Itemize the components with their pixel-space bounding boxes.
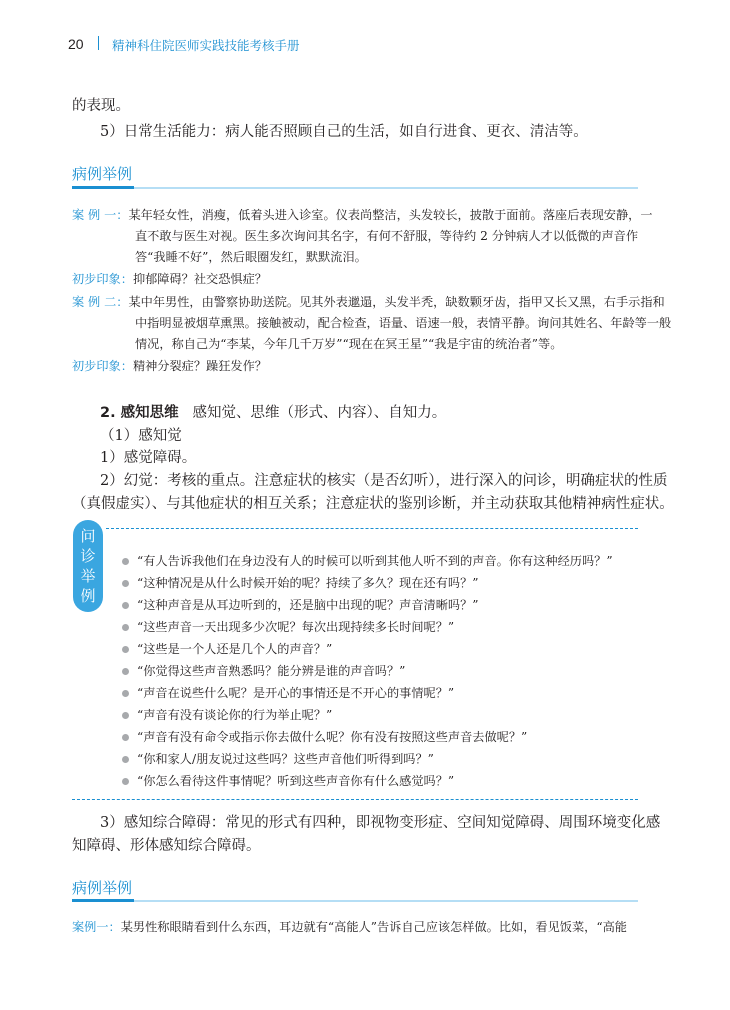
inquiry-question: “这些声音一天出现多少次呢？每次出现持续多长时间呢？” (122, 618, 454, 636)
bullet-icon (122, 778, 129, 785)
heading-rule (134, 900, 638, 902)
case1-impression: 初步印象：抑郁障碍？社交恐惧症？ (72, 272, 267, 286)
case2-label: 案 例 二： (72, 295, 129, 309)
book-title: 精神科住院医师实践技能考核手册 (112, 38, 300, 53)
page-number: 20 (68, 36, 84, 52)
inquiry-question: “你觉得这些声音熟悉吗？能分辨是谁的声音吗？” (122, 662, 405, 680)
inquiry-question: “你和家人/朋友说过这些吗？这些声音他们听得到吗？” (122, 750, 434, 768)
bullet-icon (122, 624, 129, 631)
perception-subheading: （1）感知觉 (100, 428, 182, 444)
intro-line-2: 5）日常生活能力：病人能否照顾自己的生活，如自行进食、更衣、清洁等。 (100, 124, 588, 140)
case-examples-heading: 病例举例 (72, 879, 133, 897)
case2-line-3: 情况，称自己为“李某，今年几千万岁”“现在在冥王星”“我是宇宙的统治者”等。 (135, 337, 563, 351)
inquiry-question: “声音在说些什么呢？是开心的事情还是不开心的事情呢？” (122, 684, 454, 702)
inquiry-question: “声音有没有命令或指示你去做什么呢？你有没有按照这些声音去做呢？” (122, 728, 527, 746)
inquiry-example-tab: 问 诊 举 例 (73, 520, 103, 612)
bullet-icon (122, 580, 129, 587)
inquiry-bottom-divider (72, 799, 638, 800)
synthesis-disorder-line-1: 3）感知综合障碍：常见的形式有四种，即视物变形症、空间知觉障碍、周围环境变化感 (100, 815, 661, 831)
heading-underline (72, 899, 134, 902)
hallucination-line-1: 2）幻觉：考核的重点。注意症状的核实（是否幻听），进行深入的问诊，明确症状的性质 (100, 473, 668, 489)
inquiry-question: “这种声音是从耳边听到的，还是脑中出现的呢？声音清晰吗？” (122, 596, 479, 614)
bullet-icon (122, 668, 129, 675)
sensory-disorder-item: 1）感觉障碍。 (100, 450, 197, 466)
perception-thinking-title: 2. 感知思维 感知觉、思维（形式、内容）、自知力。 (100, 405, 447, 421)
case2-impression: 初步印象：精神分裂症？躁狂发作？ (72, 359, 267, 373)
case1-line-2: 直不敢与医生对视。医生多次询问其名字，有何不舒服，等待约 2 分钟病人才以低微的声音作 (135, 229, 639, 243)
inquiry-top-divider (106, 528, 638, 529)
inquiry-question: “有人告诉我他们在身边没有人的时候可以听到其他人听不到的声音。你有这种经历吗？” (122, 552, 613, 570)
case1-label: 案例一： (72, 920, 121, 934)
case2-line-1: 案 例 二：某中年男性，由警察协助送院。见其外表邋遢，头发半秃，缺数颗牙齿，指甲又长又黑，右手示指和 (72, 295, 665, 309)
intro-line-1: 的表现。 (72, 98, 130, 114)
inquiry-question: “这种情况是从什么时候开始的呢？持续了多久？现在还有吗？” (122, 574, 479, 592)
bullet-icon (122, 646, 129, 653)
bullet-icon (122, 734, 129, 741)
case1-label: 案 例 一： (72, 208, 129, 222)
inquiry-question: “这些是一个人还是几个人的声音？” (122, 640, 332, 658)
bullet-icon (122, 712, 129, 719)
impression-label: 初步印象： (72, 359, 133, 373)
section3-case1-line-1: 案例一：某男性称眼睛看到什么东西，耳边就有“高能人”告诉自己应该怎样做。比如，看见饭菜，“高能 (72, 920, 627, 934)
impression-label: 初步印象： (72, 272, 133, 286)
hallucination-line-2: （真假虚实）、与其他症状的相互关系；注意症状的鉴别诊断，并主动获取其他精神病性症状。 (72, 496, 674, 512)
bullet-icon (122, 602, 129, 609)
inquiry-question: “声音有没有谈论你的行为举止呢？” (122, 706, 332, 724)
header-divider (98, 36, 99, 50)
case2-line-2: 中指明显被烟草熏黑。接触被动，配合检查，语量、语速一般，表情平静。询问其姓名、年龄等一般 (135, 316, 672, 330)
synthesis-disorder-line-2: 知障碍、形体感知综合障碍。 (72, 838, 261, 854)
bullet-icon (122, 756, 129, 763)
heading-rule (134, 187, 638, 189)
bullet-icon (122, 558, 129, 565)
heading-underline (72, 186, 134, 189)
case-examples-heading: 病例举例 (72, 165, 133, 183)
case1-line-3: 答“我睡不好”，然后眼圈发红，默默流泪。 (135, 250, 367, 264)
inquiry-question: “你怎么看待这件事情呢？听到这些声音你有什么感觉吗？” (122, 772, 454, 790)
case1-line-1: 案 例 一：某年轻女性，消瘦，低着头进入诊室。仪表尚整洁，头发较长，披散于面前。落座后表现安静，一 (72, 208, 653, 222)
bullet-icon (122, 690, 129, 697)
